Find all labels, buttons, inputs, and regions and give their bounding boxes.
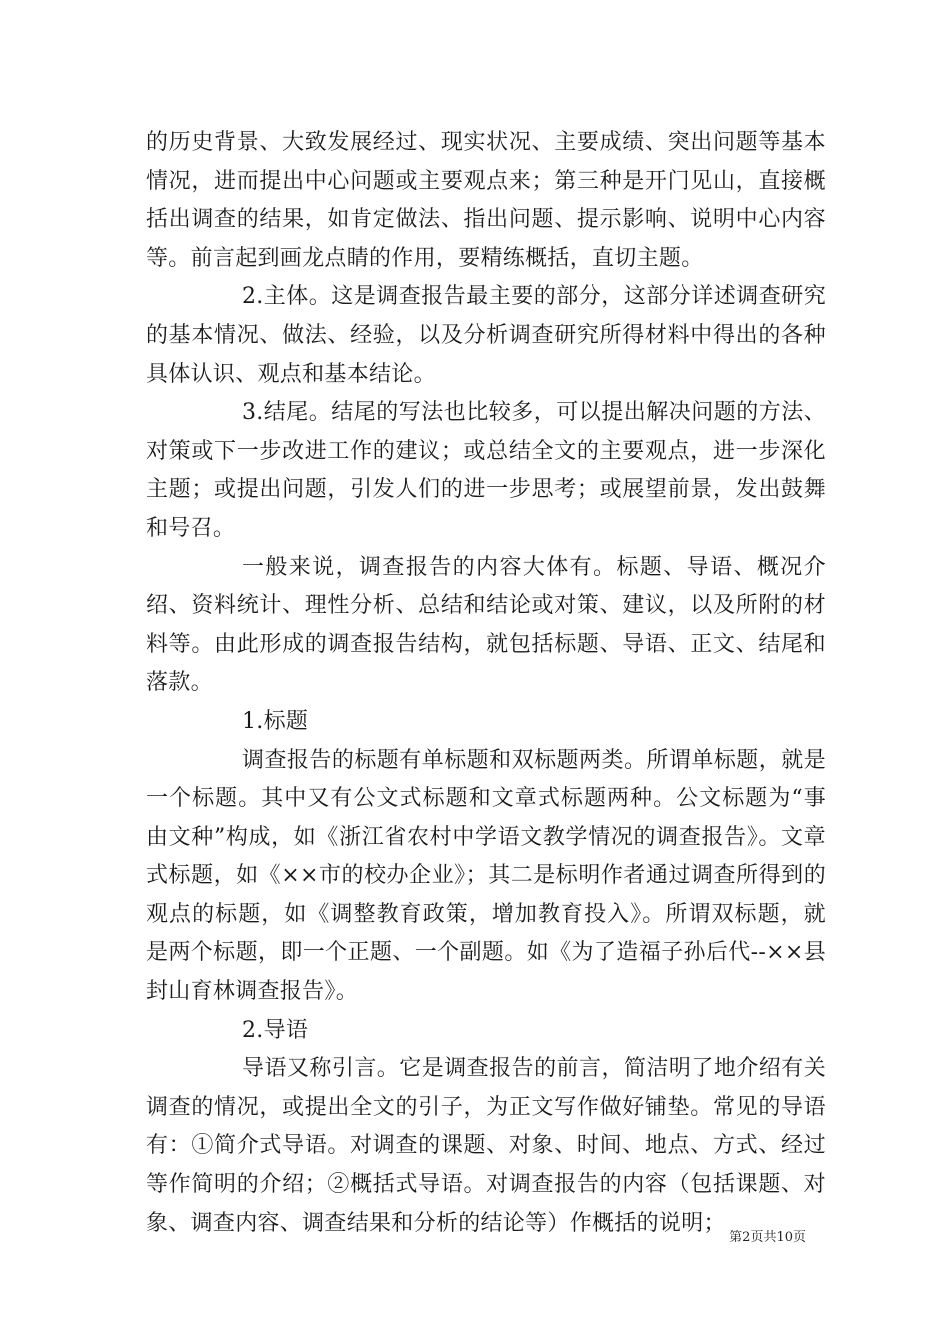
document-body [146,124,826,1243]
paragraph-intro-continuation: 的历史背景、大致发展经过、现实状况、主要成绩、突出问题等基本情况，进而提出中心问题或主要观点来；第三种是开门见山，直接概括出调查的结果，如肯定做法、指出问题、提示影响、说明中心内容等。前言起到画龙点睛的作用，要精练概括，直切主题。 [146,130,826,271]
paragraph-main-body: 2.主体。这是调查报告最主要的部分，这部分详述调查研究的基本情况、做法、经验，以及分析调查研究所得材料中得出的各种具体认识、观点和基本结论。 [146,284,826,387]
paragraph-title-types: 调查报告的标题有单标题和双标题两类。所谓单标题，就是一个标题。其中又有公文式标题和文章式标题两种。公文标题为“事由文种”构成，如《浙江省农村中学语文教学情况的调查报告》。文章式标题，如《××市的校办企业》；其二是标明作者通过调查所得到的观点的标题，如《调整教育政策，增加教育投入》。所谓双标题，就是两个标题，即一个正题、一个副题。如《为了造福子孙后代--××县封山育林调查报告》。 [146,747,826,1005]
paragraph-lead-types: 导语又称引言。它是调查报告的前言，简洁明了地介绍有关调查的情况，或提出全文的引子，为正文写作做好铺垫。常见的导语有：①简介式导语。对调查的课题、对象、时间、地点、方式、经过等作简明的介绍；②概括式导语。对调查报告的内容（包括课题、对象、调查内容、调查结果和分析的结论等）作概括的说明； [146,1056,826,1236]
paragraph-report-contents: 一般来说，调查报告的内容大体有。标题、导语、概况介绍、资料统计、理性分析、总结和结论或对策、建议，以及所附的材料等。由此形成的调查报告结构，就包括标题、导语、正文、结尾和落款。 [146,554,826,696]
page-number-footer: 第2页共10页 [729,1230,806,1245]
paragraph-ending: 3.结尾。结尾的写法也比较多，可以提出解决问题的方法、对策或下一步改进工作的建议；或总结全文的主要观点，进一步深化主题；或提出问题，引发人们的进一步思考；或展望前景，发出鼓舞和号召。 [146,400,826,541]
section-heading-lead: 2.导语 [242,1017,309,1043]
section-heading-title: 1.标题 [242,708,309,734]
